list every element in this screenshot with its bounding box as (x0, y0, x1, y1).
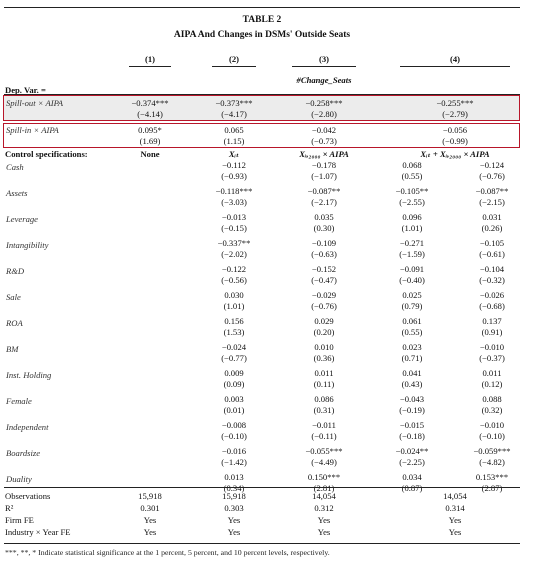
control-coef: 0.088 (482, 394, 502, 404)
control-tstat: (−2.25) (399, 457, 425, 467)
control-tstat: (−2.17) (311, 197, 337, 207)
control-tstat: (−4.82) (479, 457, 505, 467)
control-coef: −0.337** (217, 238, 251, 248)
summary-value: 15,918 (138, 491, 162, 501)
control-coef: 0.025 (402, 290, 422, 300)
spill-out-t-3: (−2.80) (311, 109, 337, 119)
control-coef: −0.178 (311, 160, 337, 170)
dep-var-value: #Change_Seats (296, 75, 352, 85)
control-label: Inst. Holding (6, 370, 52, 380)
control-tstat: (1.53) (223, 327, 245, 337)
control-coef: −0.016 (221, 446, 247, 456)
bottom-rule (4, 543, 520, 544)
control-coef: 0.009 (224, 368, 244, 378)
control-coef: −0.010 (479, 420, 505, 430)
control-coef: 0.061 (402, 316, 422, 326)
spill-out-coef-2: −0.373*** (215, 98, 253, 108)
top-rule (4, 7, 520, 8)
col2-underline (212, 66, 256, 67)
summary-value: Yes (143, 527, 157, 537)
control-coef: −0.008 (221, 420, 247, 430)
col-num-1: (1) (144, 54, 156, 64)
spill-in-coef-3: −0.042 (311, 125, 337, 135)
control-spec-4: Xᵢₜ + Xᵢ,₂₀₀₀ × AIPA (420, 149, 490, 159)
control-coef: 0.137 (482, 316, 502, 326)
control-tstat: (0.36) (313, 353, 335, 363)
summary-value: Yes (143, 515, 157, 525)
control-tstat: (−0.76) (479, 171, 505, 181)
spill-out-t-2: (−4.17) (221, 109, 247, 119)
control-coef: 0.156 (224, 316, 244, 326)
col-num-3: (3) (318, 54, 330, 64)
control-tstat: (−0.40) (399, 275, 425, 285)
control-coef: −0.112 (222, 160, 246, 170)
col4-underline (400, 66, 510, 67)
control-coef: 0.041 (402, 368, 422, 378)
control-coef: −0.013 (221, 212, 247, 222)
control-tstat: (−0.37) (479, 353, 505, 363)
control-coef: −0.029 (311, 290, 337, 300)
control-coef: 0.031 (482, 212, 502, 222)
control-tstat: (−1.42) (221, 457, 247, 467)
col-num-2: (2) (228, 54, 240, 64)
control-tstat: (0.91) (481, 327, 503, 337)
control-tstat: (−0.11) (311, 431, 337, 441)
control-label: Female (6, 396, 32, 406)
control-coef: 0.029 (314, 316, 334, 326)
summary-label: Industry × Year FE (5, 527, 71, 537)
control-tstat: (−0.32) (479, 275, 505, 285)
control-tstat: (−1.59) (399, 249, 425, 259)
control-coef: −0.011 (312, 420, 336, 430)
col-num-4: (4) (449, 54, 461, 64)
control-coef: 0.086 (314, 394, 334, 404)
control-coef: −0.087** (475, 186, 509, 196)
spill-out-label: Spill-out × AIPA (6, 98, 64, 108)
summary-value: 15,918 (222, 491, 246, 501)
control-tstat: (0.34) (223, 483, 245, 493)
spill-in-label: Spill-in × AIPA (6, 125, 59, 135)
control-coef: 0.010 (314, 342, 334, 352)
control-coef: 0.150*** (307, 472, 341, 482)
control-label: ROA (6, 318, 23, 328)
control-coef: 0.013 (224, 472, 244, 482)
control-tstat: (−2.15) (479, 197, 505, 207)
control-tstat: (0.43) (401, 379, 423, 389)
control-coef: −0.105 (479, 238, 505, 248)
control-spec-1: None (140, 149, 160, 159)
control-coef: −0.124 (479, 160, 505, 170)
control-label: Assets (6, 188, 28, 198)
summary-value: 14,054 (443, 491, 467, 501)
spill-in-coef-2: 0.065 (224, 125, 244, 135)
control-coef: 0.034 (402, 472, 422, 482)
control-coef: −0.152 (311, 264, 337, 274)
control-coef: −0.271 (399, 238, 425, 248)
summary-value: Yes (317, 515, 331, 525)
control-coef: 0.030 (224, 290, 244, 300)
control-tstat: (0.55) (401, 327, 423, 337)
control-tstat: (−1.07) (311, 171, 337, 181)
stats-rule (4, 487, 520, 488)
footnote: ***, **, * Indicate statistical significance at the 1 percent, 5 percent, and 10 percent levels, respectively. (5, 548, 330, 557)
control-tstat: (0.20) (313, 327, 335, 337)
control-tstat: (0.79) (401, 301, 423, 311)
spill-in-t-4: (−0.99) (442, 136, 468, 146)
control-tstat: (0.26) (481, 223, 503, 233)
spill-in-coef-4: −0.056 (442, 125, 468, 135)
control-spec-2: Xᵢₜ (228, 149, 240, 159)
control-coef: −0.122 (221, 264, 247, 274)
control-tstat: (0.09) (223, 379, 245, 389)
control-label: Cash (6, 162, 24, 172)
control-coef: −0.118*** (215, 186, 253, 196)
control-label: Boardsize (6, 448, 41, 458)
control-tstat: (−0.15) (221, 223, 247, 233)
summary-value: Yes (448, 515, 462, 525)
spill-in-coef-1: 0.095* (138, 125, 162, 135)
control-label: R&D (6, 266, 25, 276)
control-tstat: (2.87) (481, 483, 503, 493)
spill-out-coef-4: −0.255*** (436, 98, 474, 108)
control-coef: −0.010 (479, 342, 505, 352)
control-label: BM (6, 344, 19, 354)
control-tstat: (2.81) (313, 483, 335, 493)
control-tstat: (1.01) (223, 301, 245, 311)
control-label: Intangibility (6, 240, 49, 250)
control-tstat: (−0.68) (479, 301, 505, 311)
control-tstat: (−3.03) (221, 197, 247, 207)
control-coef: −0.087** (307, 186, 341, 196)
summary-value: 0.314 (445, 503, 465, 513)
control-tstat: (−2.02) (221, 249, 247, 259)
control-spec-3: Xᵢ,₂₀₀₀ × AIPA (299, 149, 349, 159)
control-coef: −0.104 (479, 264, 505, 274)
control-coef: 0.035 (314, 212, 334, 222)
control-tstat: (−0.77) (221, 353, 247, 363)
control-tstat: (−0.76) (311, 301, 337, 311)
control-label: Leverage (6, 214, 38, 224)
control-coef: 0.003 (224, 394, 244, 404)
control-coef: −0.091 (399, 264, 425, 274)
col1-underline (129, 66, 171, 67)
control-coef: 0.068 (402, 160, 422, 170)
summary-label: R² (5, 503, 14, 513)
spill-in-t-1: (1.69) (139, 136, 161, 146)
control-coef: 0.011 (482, 368, 502, 378)
spill-in-t-3: (−0.73) (311, 136, 337, 146)
spill-out-t-1: (−4.14) (137, 109, 163, 119)
control-coef: −0.015 (399, 420, 425, 430)
control-coef: −0.043 (399, 394, 425, 404)
dep-var-label: Dep. Var. = (5, 85, 46, 95)
summary-value: Yes (227, 527, 241, 537)
control-coef: −0.026 (479, 290, 505, 300)
control-tstat: (−0.47) (311, 275, 337, 285)
control-label: Independent (6, 422, 49, 432)
control-coef: 0.096 (402, 212, 422, 222)
summary-value: Yes (227, 515, 241, 525)
control-tstat: (−2.55) (399, 197, 425, 207)
control-tstat: (0.87) (401, 483, 423, 493)
control-tstat: (0.01) (223, 405, 245, 415)
control-tstat: (−0.61) (479, 249, 505, 259)
control-coef: −0.024** (395, 446, 429, 456)
control-coef: 0.011 (314, 368, 334, 378)
control-coef: −0.024 (221, 342, 247, 352)
control-tstat: (0.55) (401, 171, 423, 181)
control-label: Duality (6, 474, 32, 484)
summary-label: Observations (5, 491, 51, 501)
control-tstat: (−0.63) (311, 249, 337, 259)
control-tstat: (−0.56) (221, 275, 247, 285)
spill-out-coef-3: −0.258*** (305, 98, 343, 108)
control-coef: −0.055*** (305, 446, 343, 456)
summary-value: Yes (317, 527, 331, 537)
control-coef: −0.109 (311, 238, 337, 248)
summary-value: 0.312 (314, 503, 334, 513)
control-spec-label: Control specifications: (5, 149, 88, 159)
control-tstat: (0.71) (401, 353, 423, 363)
table-subtitle: AIPA And Changes in DSMs' Outside Seats (173, 30, 351, 40)
control-tstat: (−0.18) (399, 431, 425, 441)
spill-out-coef-1: −0.374*** (131, 98, 169, 108)
control-coef: 0.023 (402, 342, 422, 352)
control-coef: 0.153*** (475, 472, 509, 482)
control-tstat: (−0.10) (221, 431, 247, 441)
summary-value: 14,054 (312, 491, 336, 501)
table-title: TABLE 2 (242, 15, 282, 25)
control-tstat: (−0.10) (479, 431, 505, 441)
control-tstat: (−4.49) (311, 457, 337, 467)
control-tstat: (0.30) (313, 223, 335, 233)
summary-value: 0.301 (140, 503, 160, 513)
control-tstat: (0.11) (313, 379, 335, 389)
summary-value: 0.303 (224, 503, 244, 513)
control-tstat: (1.01) (401, 223, 423, 233)
control-tstat: (0.32) (481, 405, 503, 415)
control-coef: −0.105** (395, 186, 429, 196)
spill-out-t-4: (−2.79) (442, 109, 468, 119)
control-coef: −0.059*** (473, 446, 511, 456)
control-tstat: (−0.19) (399, 405, 425, 415)
spill-in-t-2: (1.15) (223, 136, 245, 146)
summary-value: Yes (448, 527, 462, 537)
control-tstat: (−0.93) (221, 171, 247, 181)
control-label: Sale (6, 292, 21, 302)
control-tstat: (0.31) (313, 405, 335, 415)
control-tstat: (0.12) (481, 379, 503, 389)
summary-label: Firm FE (5, 515, 34, 525)
col3-underline (292, 66, 356, 67)
